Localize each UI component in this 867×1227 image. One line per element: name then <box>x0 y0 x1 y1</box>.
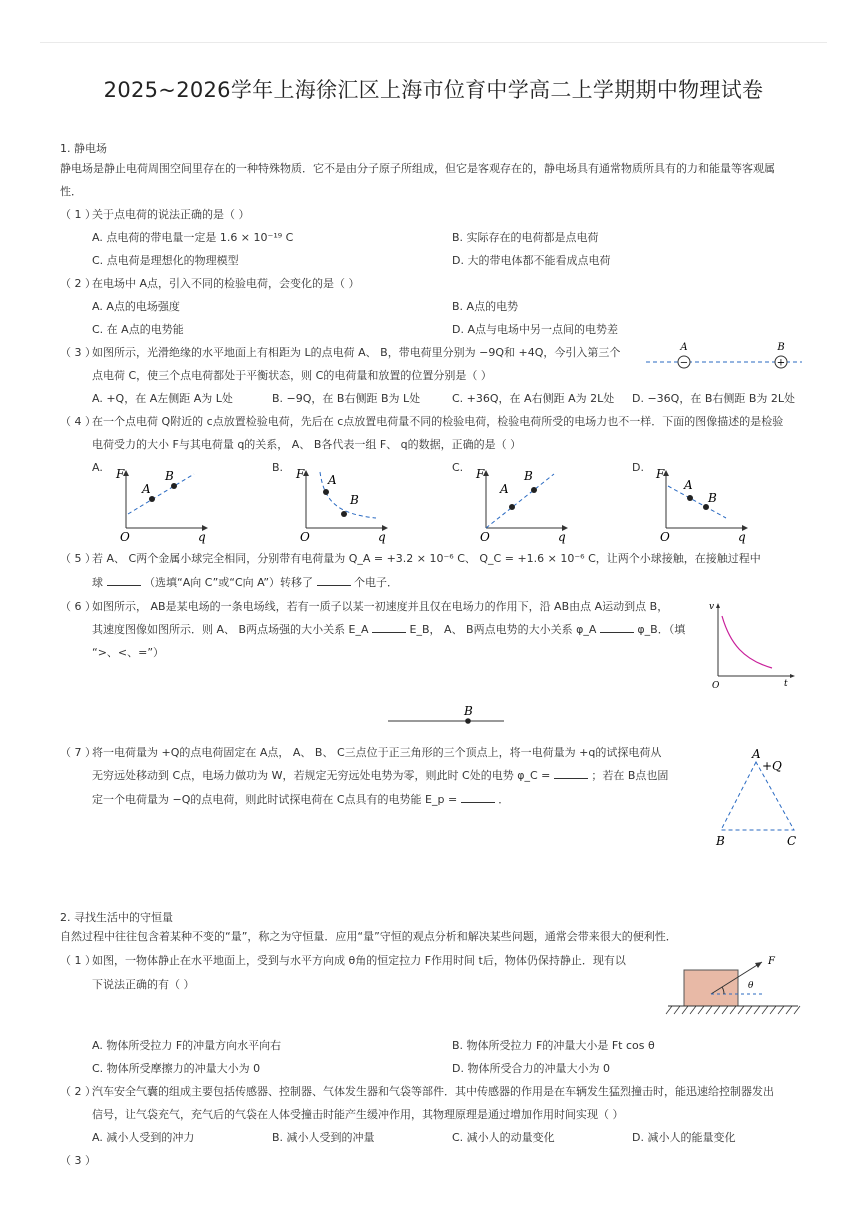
q1-1-option-a[interactable]: A. 点电荷的带电量一定是 1.6 × 10⁻¹⁹ C <box>92 231 294 244</box>
q1-3-option-a[interactable]: A. +Q，在 A左侧距 A为 L处 <box>92 392 233 405</box>
svg-text:O: O <box>300 530 310 544</box>
q1-4-stem-line2: 电荷受力的大小 F与其电荷量 q的关系， A、 B各代表一组 F、 q的数据，正确的是（ ） <box>92 438 522 451</box>
q1-5-stem-line2: 球 （选填“A向 C”或“C向 A”）转移了 个电子． <box>92 576 399 589</box>
q1-1-option-b[interactable]: B. 实际存在的电荷都是点电荷 <box>452 231 599 244</box>
q1-3-option-c[interactable]: C. +36Q，在 A右侧距 A为 2L处 <box>452 392 615 405</box>
svg-text:B: B <box>165 469 174 483</box>
q1-2-option-c[interactable]: C. 在 A点的电势能 <box>92 323 184 336</box>
q1-6-field-line-ab <box>386 702 510 730</box>
q2-2-stem-line1: 汽车安全气囊的组成主要包括传感器、控制器、气体发生器和气袋等部件．其中传感器的作用是在车辆发生猛烈撞击时，能迅速给控制器发出 <box>92 1085 774 1098</box>
q1-7-blank-1[interactable] <box>554 768 588 779</box>
q2-1-option-c[interactable]: C. 物体所受摩擦力的冲量大小为 0 <box>92 1062 261 1075</box>
q1-5-stem-line1: 若 A、 C两个金属小球完全相同，分别带有电荷量为 Q_A = +3.2 × 10⁻⁶ C、 Q_C = +1.6 × 10⁻⁶ C，让两个小球接触，在接触过程中 <box>92 552 761 565</box>
svg-text:A: A <box>500 482 509 496</box>
svg-text:t: t <box>784 679 788 689</box>
q1-4-option-c-label[interactable]: C. <box>452 461 464 474</box>
svg-text:O: O <box>660 530 670 544</box>
q1-3-option-b[interactable]: B. −9Q，在 B右侧距 B为 L处 <box>272 392 421 405</box>
q1-1-number: （ 1 ） <box>60 208 96 221</box>
q2-1-option-b[interactable]: B. 物体所受拉力 F的冲量大小是 Ft cos θ <box>452 1039 655 1052</box>
q2-2-stem-line2: 信号，让气袋充气，充气后的气袋在人体受撞击时能产生缓冲作用，其物理原理是通过增加作用时间实现（ ） <box>92 1108 624 1121</box>
svg-text:v: v <box>709 602 715 612</box>
svg-text:q: q <box>558 530 566 544</box>
svg-text:q: q <box>198 530 206 544</box>
q1-2-number: （ 2 ） <box>60 277 96 290</box>
page-title: 2025~2026学年上海徐汇区上海市位育中学高二上学期期中物理试卷 <box>103 78 764 102</box>
q2-1-block-figure <box>664 950 804 1022</box>
q1-1-stem: 关于点电荷的说法正确的是（ ） <box>92 208 250 221</box>
svg-text:O: O <box>120 530 130 544</box>
svg-text:A: A <box>328 473 337 487</box>
page-top-rule <box>40 42 827 43</box>
svg-text:O: O <box>480 530 490 544</box>
q2-1-number: （ 1 ） <box>60 954 96 967</box>
q1-7-stem-line3: 定一个电荷量为 −Q的点电荷，则此时试探电荷在 C点具有的电势能 E_p = ． <box>92 793 510 806</box>
q1-6-velocity-time-graph <box>706 598 801 690</box>
q2-3-number: （ 3 ） <box>60 1154 96 1167</box>
svg-text:A: A <box>142 482 151 496</box>
q1-3-option-d[interactable]: D. −36Q，在 B右侧距 B为 2L处 <box>632 392 796 405</box>
q1-2-option-d[interactable]: D. A点与电场中另一点间的电势差 <box>452 323 618 336</box>
q1-4-graph-c[interactable] <box>466 462 586 542</box>
svg-text:B: B <box>716 834 725 848</box>
svg-text:F: F <box>476 467 485 481</box>
q2-2-option-c[interactable]: C. 减小人的动量变化 <box>452 1131 555 1144</box>
q1-6-blank-1[interactable] <box>372 622 406 633</box>
q1-4-option-d-label[interactable]: D. <box>632 461 644 474</box>
label-b: B <box>777 342 785 353</box>
q1-7-blank-2[interactable] <box>461 792 495 803</box>
q2-2-option-d[interactable]: D. 减小人的能量变化 <box>632 1131 736 1144</box>
q1-6-stem-line2: 其速度图像如图所示．则 A、 B两点场强的大小关系 E_A E_B， A、 B两点电势的大小关系 φ_A φ_B．（填 <box>92 623 686 636</box>
svg-text:F: F <box>656 467 665 481</box>
q1-3-stem-line1: 如图所示，光滑绝缘的水平地面上有相距为 L的点电荷 A、 B，带电荷里分别为 −9Q和 +4Q，今引入第三个 <box>92 346 621 359</box>
svg-text:A: A <box>752 747 761 761</box>
q1-1-option-d[interactable]: D. 大的带电体都不能看成点电荷 <box>452 254 611 267</box>
q1-5-blank-1[interactable] <box>107 575 141 586</box>
q2-2-option-a[interactable]: A. 减小人受到的冲力 <box>92 1131 195 1144</box>
svg-text:F: F <box>296 467 305 481</box>
svg-text:B: B <box>464 704 473 718</box>
svg-text:B: B <box>708 491 717 505</box>
q2-2-number: （ 2 ） <box>60 1085 96 1098</box>
q1-4-graph-a[interactable] <box>106 462 226 542</box>
svg-text:O: O <box>712 681 720 691</box>
svg-text:F: F <box>116 467 125 481</box>
section-2-intro: 自然过程中往往包含着某种不变的“量”，称之为守恒量．应用“量”守恒的观点分析和解决某些问题，通常会带来很大的便利性． <box>60 930 677 943</box>
q1-5-number: （ 5 ） <box>60 552 96 565</box>
svg-text:B: B <box>350 493 359 507</box>
force-arrow-head <box>755 962 762 968</box>
q2-1-option-a[interactable]: A. 物体所受拉力 F的冲量方向水平向右 <box>92 1039 282 1052</box>
q1-4-graph-b[interactable] <box>286 462 406 542</box>
ground-hatching <box>666 1006 800 1014</box>
section-2-heading: 2. 寻找生活中的守恒量 <box>60 911 173 924</box>
label-a: A <box>680 342 688 353</box>
velocity-curve <box>722 616 772 668</box>
q1-4-option-b-label[interactable]: B. <box>272 461 284 474</box>
q1-7-stem-line2: 无穷远处移动到 C点，电场力做功为 W，若规定无穷远处电势为零，则此时 C处的电势 φ_C = ；若在 B点也固 <box>92 769 669 782</box>
section-1-intro-line1: 静电场是静止电荷周围空间里存在的一种特殊物质．它不是由分子原子所组成，但它是客观存在的，静电场具有通常物质所具有的力和能量等客观属 <box>60 162 775 175</box>
svg-text:F: F <box>768 956 775 967</box>
plus-sign: + <box>776 357 786 369</box>
q1-2-option-b[interactable]: B. A点的电势 <box>452 300 519 313</box>
q1-6-stem-line1: 如图所示， AB是某电场的一条电场线，若有一质子以某一初速度并且仅在电场力的作用下，沿 AB由点 A运动到点 B， <box>92 600 669 613</box>
q1-3-number: （ 3 ） <box>60 346 96 359</box>
q1-4-option-a-label[interactable]: A. <box>92 461 103 474</box>
q1-4-stem-line1: 在一个点电荷 Q附近的 c点放置检验电荷，先后在 c点放置电荷量不同的检验电荷，检验电荷所受的电场力也不一样．下面的图像描述的是检验 <box>92 415 784 428</box>
equilateral-triangle <box>721 762 794 830</box>
minus-sign: − <box>679 357 689 369</box>
q1-4-graph-d[interactable] <box>646 462 766 542</box>
svg-text:θ: θ <box>748 981 754 991</box>
q1-7-number: （ 7 ） <box>60 746 96 759</box>
q1-6-number: （ 6 ） <box>60 600 96 613</box>
svg-text:q: q <box>738 530 746 544</box>
q2-2-option-b[interactable]: B. 减小人受到的冲量 <box>272 1131 375 1144</box>
svg-text:A: A <box>684 478 693 492</box>
block <box>684 970 738 1006</box>
q1-6-blank-2[interactable] <box>600 622 634 633</box>
svg-text:B: B <box>524 469 533 483</box>
q2-1-stem-line1: 如图，一物体静止在水平地面上，受到与水平方向成 θ角的恒定拉力 F作用时间 t后，物体仍保持静止．现有以 <box>92 954 626 967</box>
q1-2-stem: 在电场中 A点，引入不同的检验电荷，会变化的是（ ） <box>92 277 360 290</box>
q1-4-number: （ 4 ） <box>60 415 96 428</box>
q1-2-option-a[interactable]: A. A点的电场强度 <box>92 300 180 313</box>
section-1-intro-line2: 性． <box>60 185 82 198</box>
q1-7-triangle-figure <box>708 744 808 850</box>
q1-5-blank-2[interactable] <box>317 575 351 586</box>
svg-text:C: C <box>787 834 797 848</box>
q1-6-stem-line3: “>、<、=”） <box>92 646 165 659</box>
q1-3-charge-figure <box>646 340 806 376</box>
section-1-heading: 1. 静电场 <box>60 142 107 155</box>
q1-7-stem-line1: 将一电荷量为 +Q的点电荷固定在 A点， A、 B、 C三点位于正三角形的三个顶点上，将一电荷量为 +q的试探电荷从 <box>92 746 662 759</box>
svg-text:+Q: +Q <box>762 759 782 773</box>
svg-text:q: q <box>378 530 386 544</box>
q2-1-option-d[interactable]: D. 物体所受合力的冲量大小为 0 <box>452 1062 610 1075</box>
q2-1-stem-line2: 下说法正确的有（ ） <box>92 978 195 991</box>
q1-1-option-c[interactable]: C. 点电荷是理想化的物理模型 <box>92 254 239 267</box>
q1-3-stem-line2: 点电荷 C，使三个点电荷都处于平衡状态，则 C的电荷量和放置的位置分别是（ ） <box>92 369 492 382</box>
